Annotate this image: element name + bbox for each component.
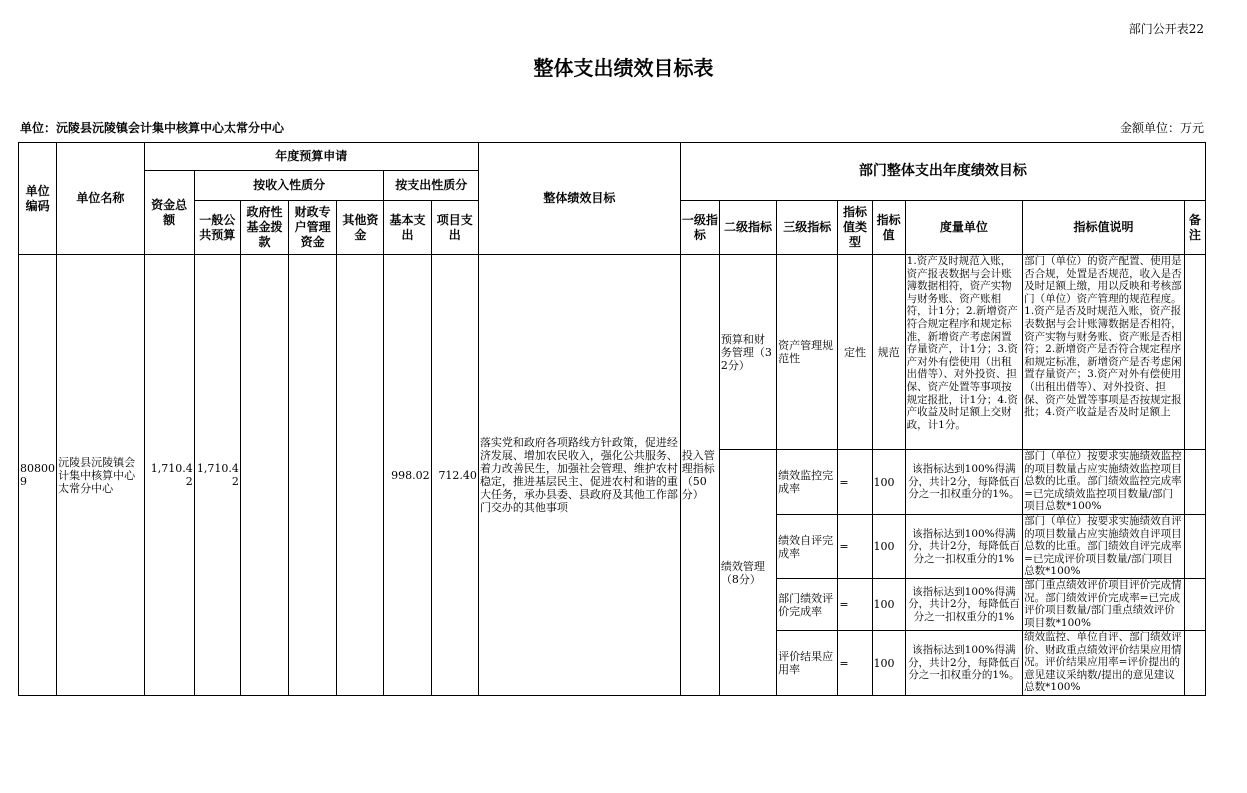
cell-indicator-value: 100	[872, 631, 905, 696]
measure-text: 该指标达到100%得满分，共计2分，每降低百分之一扣权重分的1%	[908, 527, 1020, 565]
header-basic-expense: 基本支出	[384, 201, 431, 255]
cell-value-type: 定性	[838, 255, 872, 450]
desc-text: 部门重点绩效评价项目评价完成情况。部门绩效评价完成率=已完成评价项目数量/部门重点绩效评价项目数*100%	[1024, 579, 1182, 629]
cell-basic-expense: 998.02	[384, 255, 431, 696]
cell-level2: 绩效管理（8分）	[719, 450, 776, 696]
cell-level3: 部门绩效评价完成率	[777, 579, 838, 631]
header-by-income: 按收入性质分	[194, 171, 384, 201]
header-level2: 二级指标	[719, 201, 776, 255]
cell-level3: 绩效监控完成率	[777, 450, 838, 515]
header-unit-name: 单位名称	[57, 143, 144, 255]
cell-level3: 绩效自评完成率	[777, 515, 838, 579]
measure-text: 该指标达到100%得满分，共计2分，每降低百分之一扣权重分的1%。	[908, 463, 1020, 501]
header-general-budget: 一般公共预算	[194, 201, 240, 255]
cell-value-type: =	[838, 631, 872, 696]
form-number: 部门公开表22	[1128, 22, 1204, 36]
desc-text: 部门（单位）的资产配置、使用是否合规，处置是否规范，收入是否及时足额上缴，用以反映和考核部门（单位）资产管理的规范程度。1.资产是否及时规范入账，资产报表数据与会计账簿数据是否相符，资产实物与财务账、资产账是否相符；2.新增资产是否符合规定程序和规定标准，新增资产是否考虑闲置存量资产；3.资产对外有偿使用（出租出借等）、对外投资、担保、资产处置等事项是否按规定报批；4.资产收益是否及时足额上	[1024, 255, 1182, 419]
cell-project-expense: 712.40	[431, 255, 478, 696]
cell-remark	[1184, 255, 1205, 450]
page-title: 整体支出绩效目标表	[533, 56, 714, 80]
cell-remark	[1184, 579, 1205, 631]
cell-desc	[1023, 515, 1185, 579]
money-unit: 金额单位：万元	[1119, 121, 1204, 135]
cell-desc	[1023, 450, 1185, 515]
cell-other-funds	[337, 255, 384, 696]
cell-level3: 评价结果应用率	[777, 631, 838, 696]
header-remark: 备注	[1184, 201, 1205, 255]
cell-measure	[905, 450, 1022, 515]
cell-measure	[905, 255, 1022, 450]
measure-text: 1.资产及时规范入账，资产报表数据与会计账簿数据相符，资产实物与财务账、资产账相符，计1分；2.新增资产符合规定程序和规定标准，新增资产考虑闲置存量资产，计1分；3.资产对外有偿使用（出租出借等）、对外投资、担保、资产处置等事项按规定报批，计1分；4.资产收益及时足额上交财政，计1分。	[906, 255, 1018, 431]
header-annual-budget: 年度预算申请	[144, 143, 478, 171]
cell-general-budget: 1,710.42	[194, 255, 240, 696]
header-level3: 三级指标	[777, 201, 838, 255]
cell-indicator-value: 100	[872, 515, 905, 579]
header-unit-code: 单位编码	[19, 143, 57, 255]
header-total-funds: 资金总额	[144, 171, 194, 255]
header-value-type: 指标值类型	[838, 201, 872, 255]
cell-unit-code: 808009	[19, 255, 57, 696]
header-value-desc: 指标值说明	[1023, 201, 1185, 255]
cell-indicator-value: 100	[872, 579, 905, 631]
header-overall-goal: 整体绩效目标	[478, 143, 680, 255]
table-row	[19, 255, 1206, 450]
cell-desc	[1023, 631, 1185, 696]
desc-text: 绩效监控、单位自评、部门绩效评价、财政重点绩效评价结果应用情况。评价结果应用率=评价提出的意见建议采纳数/提出的意见建议总数*100%	[1024, 631, 1182, 694]
header-project-expense: 项目支出	[431, 201, 478, 255]
cell-indicator-value: 规范	[872, 255, 905, 450]
cell-value-type: =	[838, 515, 872, 579]
cell-value-type: =	[838, 579, 872, 631]
desc-text: 部门（单位）按要求实施绩效自评的项目数量占应实施绩效自评项目总数的比重。部门绩效自评完成率=已完成评价项目数量/部门项目总数*100%	[1024, 515, 1182, 577]
header-fiscal-account: 财政专户管理资金	[289, 201, 337, 255]
cell-desc	[1023, 579, 1185, 631]
cell-desc	[1023, 255, 1185, 450]
header-other-funds: 其他资金	[337, 201, 384, 255]
cell-remark	[1184, 631, 1205, 696]
header-gov-fund: 政府性基金拨款	[240, 201, 288, 255]
measure-text: 该指标达到100%得满分，共计2分，每降低百分之一扣权重分的1%	[908, 585, 1020, 623]
header-measure-unit: 度量单位	[905, 201, 1022, 255]
header-by-expense: 按支出性质分	[384, 171, 478, 201]
cell-measure	[905, 515, 1022, 579]
cell-level1: 投入管理指标（50分）	[680, 255, 719, 696]
cell-total-funds: 1,710.42	[144, 255, 194, 696]
cell-overall-goal: 落实党和政府各项路线方针政策，促进经济发展、增加农民收入，强化公共服务、着力改善民生，加强社会管理、维护农村稳定，推进基层民主、促进农村和谐的重大任务，承办县委、县政府及其他工作部门交办的其他事项	[478, 255, 680, 696]
cell-indicator-value: 100	[872, 450, 905, 515]
header-indicator-value: 指标值	[872, 201, 905, 255]
cell-unit-name: 沅陵县沅陵镇会计集中核算中心太常分中心	[57, 255, 144, 696]
header-level1: 一级指标	[680, 201, 719, 255]
cell-measure	[905, 579, 1022, 631]
cell-remark	[1184, 515, 1205, 579]
cell-measure	[905, 631, 1022, 696]
cell-level2: 预算和财务管理（32分）	[719, 255, 776, 450]
cell-remark	[1184, 450, 1205, 515]
cell-level3: 资产管理规范性	[777, 255, 838, 450]
performance-table	[18, 142, 1206, 696]
desc-text: 部门（单位）按要求实施绩效监控的项目数量占应实施绩效监控项目总数的比重。部门绩效监控完成率=已完成绩效监控项目数量/部门项目总数*100%	[1024, 450, 1182, 513]
measure-text: 该指标达到100%得满分，共计2分，每降低百分之一扣权重分的1%。	[908, 644, 1020, 682]
unit-label: 单位：沅陵县沅陵镇会计集中核算中心太常分中心	[20, 121, 285, 135]
cell-value-type: =	[838, 450, 872, 515]
header-dept-goal: 部门整体支出年度绩效目标	[680, 143, 1205, 201]
cell-gov-fund	[240, 255, 288, 696]
cell-fiscal-account	[289, 255, 337, 696]
